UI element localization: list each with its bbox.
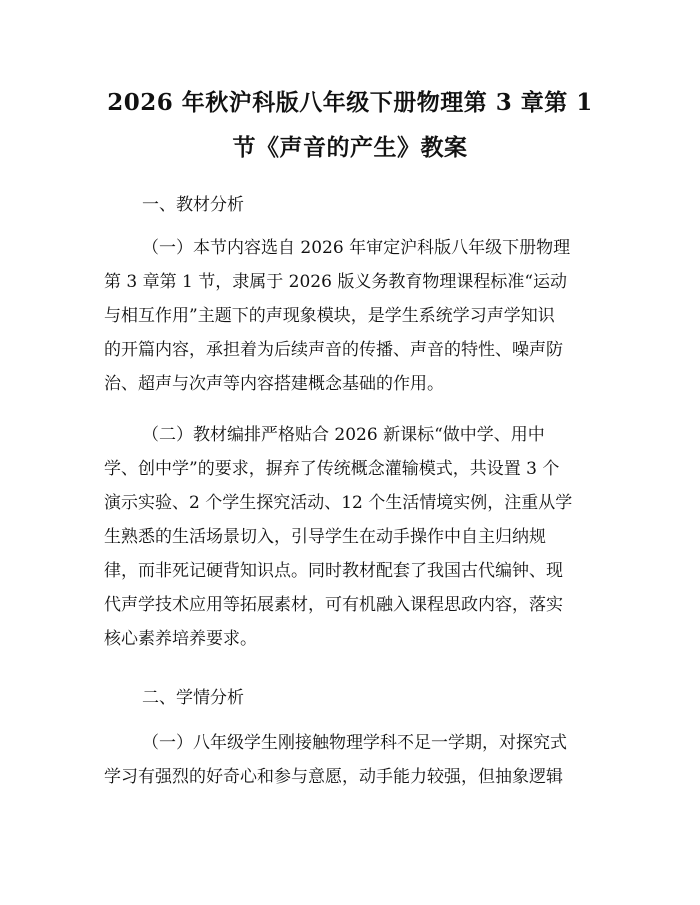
paragraph-line: 学习有强烈的好奇心和参与意愿，动手能力较强，但抽象逻辑 <box>104 767 563 787</box>
document-title-line-2: 节《声音的产生》教案 <box>232 134 468 161</box>
paragraph-line: （一）八年级学生刚接触物理学科不足一学期，对探究式 <box>142 733 567 753</box>
paragraph-line: 治、超声与次声等内容搭建概念基础的作用。 <box>104 374 444 394</box>
paragraph-line: 的开篇内容，承担着为后续声音的传播、声音的特性、噪声防 <box>104 340 563 360</box>
paragraph-line: 学、创中学”的要求，摒弃了传统概念灌输模式，共设置 3 个 <box>104 459 560 479</box>
section-heading-textbook-analysis: 一、教材分析 <box>142 195 244 215</box>
paragraph-line: （二）教材编排严格贴合 2026 新课标“做中学、用中 <box>142 425 545 445</box>
paragraph-line: 与相互作用”主题下的声现象模块，是学生系统学习声学知识 <box>104 306 555 326</box>
paragraph-line: 演示实验、2 个学生探究活动、12 个生活情境实例，注重从学 <box>104 493 573 513</box>
paragraph-line: 核心素养培养要求。 <box>104 629 257 649</box>
paragraph-line: 第 3 章第 1 节，隶属于 2026 版义务教育物理课程标准“运动 <box>104 272 568 292</box>
paragraph-line: 生熟悉的生活场景切入，引导学生在动手操作中自主归纳规 <box>104 527 546 547</box>
paragraph-line: （一）本节内容选自 2026 年审定沪科版八年级下册物理 <box>142 238 571 258</box>
paragraph-line: 代声学技术应用等拓展素材，可有机融入课程思政内容，落实 <box>104 595 563 615</box>
document-title-line-1: 2026 年秋沪科版八年级下册物理第 3 章第 1 <box>107 89 593 116</box>
paragraph-line: 律，而非死记硬背知识点。同时教材配套了我国古代编钟、现 <box>104 561 563 581</box>
section-heading-learner-analysis: 二、学情分析 <box>142 688 244 708</box>
